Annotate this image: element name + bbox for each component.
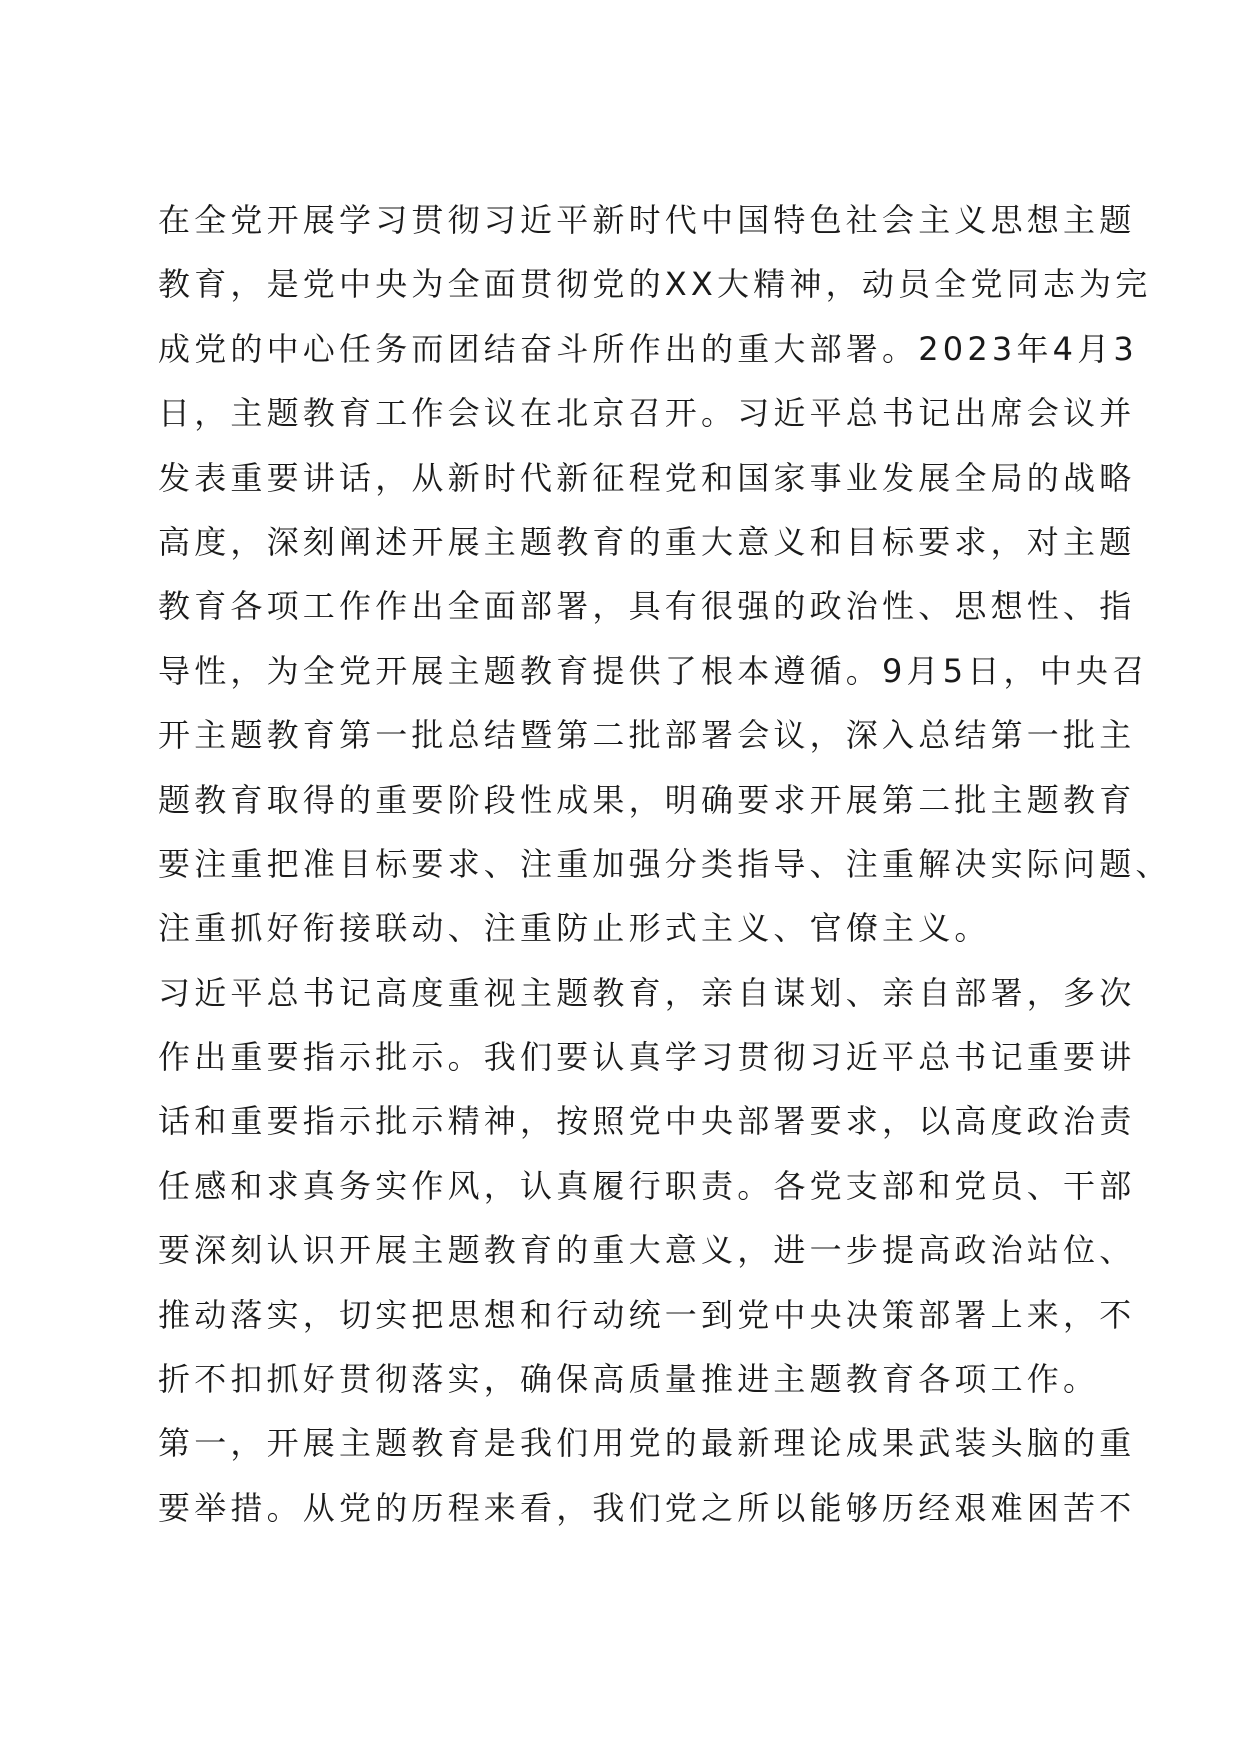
text-line: 折不扣抓好贯彻落实，确保高质量推进主题教育各项工作。 [158, 1360, 1100, 1399]
text-line: 要注重把准目标要求、注重加强分类指导、注重解决实际问题、 [158, 844, 1172, 883]
paragraph-3 [158, 1411, 1136, 1540]
text-line: 要举措。从党的历程来看，我们党之所以能够历经艰难困苦不 [158, 1488, 1136, 1527]
text-line: 推动落实，切实把思想和行动统一到党中央决策部署上来，不 [158, 1295, 1136, 1334]
paragraph-1 [158, 188, 1172, 961]
text-line: 话和重要指示批示精神，按照党中央部署要求，以高度政治责 [158, 1102, 1136, 1141]
text-line: 在全党开展学习贯彻习近平新时代中国特色社会主义思想主题 [158, 201, 1136, 239]
text-line: 导性，为全党开展主题教育提供了根本遵循。9月5日，中央召 [158, 651, 1149, 690]
text-line: 教育，是党中央为全面贯彻党的XX大精神，动员全党同志为完 [158, 265, 1152, 304]
text-line: 题教育取得的重要阶段性成果，明确要求开展第二批主题教育 [158, 780, 1136, 819]
text-line: 日，主题教育工作会议在北京召开。习近平总书记出席会议并 [158, 394, 1136, 433]
text-line: 第一，开展主题教育是我们用党的最新理论成果武装头脑的重 [158, 1424, 1136, 1463]
text-line: 高度，深刻阐述开展主题教育的重大意义和目标要求，对主题 [158, 522, 1136, 561]
document-body [158, 188, 1172, 1540]
text-line: 发表重要讲话，从新时代新征程党和国家事业发展全局的战略 [158, 458, 1136, 497]
text-line: 任感和求真务实作风，认真履行职责。各党支部和党员、干部 [158, 1166, 1136, 1205]
text-line: 注重抓好衔接联动、注重防止形式主义、官僚主义。 [158, 909, 991, 948]
text-line: 教育各项工作作出全面部署，具有很强的政治性、思想性、指 [158, 587, 1136, 626]
text-line: 习近平总书记高度重视主题教育，亲自谋划、亲自部署，多次 [158, 973, 1136, 1012]
text-line: 要深刻认识开展主题教育的重大意义，进一步提高政治站位、 [158, 1231, 1136, 1270]
text-line: 成党的中心任务而团结奋斗所作出的重大部署。2023年4月3 [158, 329, 1138, 368]
text-line: 开主题教育第一批总结暨第二批部署会议，深入总结第一批主 [158, 716, 1136, 755]
text-line: 作出重要指示批示。我们要认真学习贯彻习近平总书记重要讲 [158, 1038, 1136, 1077]
paragraph-2 [158, 961, 1136, 1412]
